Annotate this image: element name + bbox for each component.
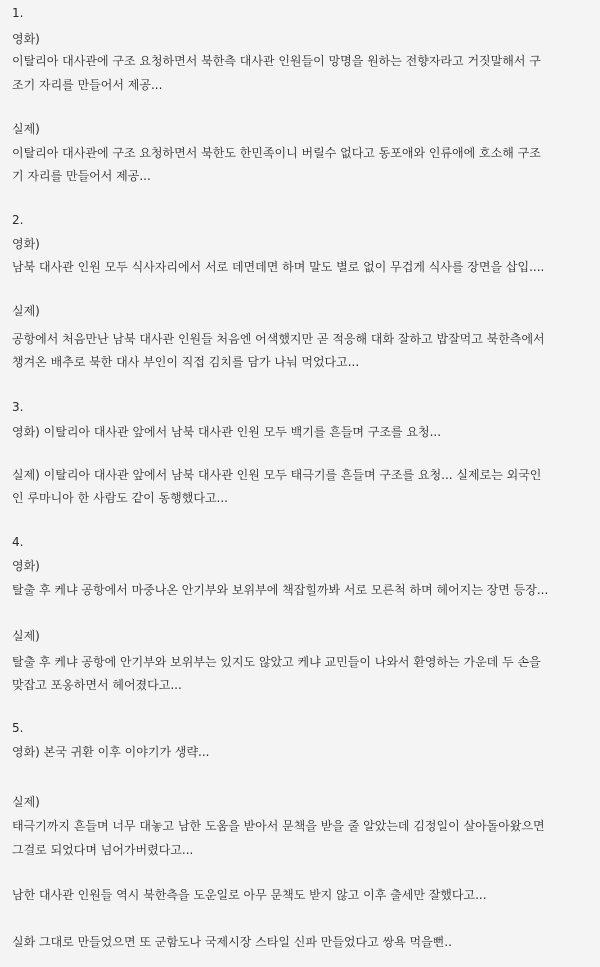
movie-text-1-line-1: 이탈리아 대사관에 구조 요청하면서 북한측 대사관 인원들이 망명을 원하는 전향자라고 거짓말해서 구 (12, 54, 541, 68)
real-label-2: 실제) (12, 304, 40, 318)
movie-label-1: 영화) (12, 32, 40, 46)
real-text-4-line-2: 맞잡고 포옹하면서 헤어졌다고... (12, 678, 182, 692)
section-number-3: 3. (12, 400, 24, 414)
section-number-1: 1. (12, 6, 24, 20)
real-label-1: 실제) (12, 122, 40, 136)
real-text-1-line-2: 기 자리를 만들어서 제공... (12, 169, 151, 183)
real-text-4-line-1: 탈출 후 케냐 공항에 안기부와 보위부는 있지도 않았고 케냐 교민들이 나와서 환영하는 가운데 두 손을 (12, 655, 541, 669)
real-text-5-line-1: 태극기까지 흔들며 너무 대놓고 남한 도움을 받아서 문책을 받을 줄 알았는데 김정일이 살아돌아왔으면 (12, 819, 545, 833)
movie-text-2: 남북 대사관 인원 모두 식사자리에서 서로 데면데면 하며 말도 별로 없이 무겁게 식사를 장면을 삽입.... (12, 260, 545, 274)
real-text-5-line-2: 그걸로 되었다며 넘어가버렸다고... (12, 843, 194, 857)
movie-label-2: 영화) (12, 237, 40, 251)
movie-text-5: 영화) 본국 귀환 이후 이야기가 생략... (12, 745, 210, 759)
section-number-2: 2. (12, 213, 24, 227)
closing-remark: 남한 대사관 인원들 역시 북한측을 도운일로 아무 문책도 받지 않고 이후 출세만 잘했다고... (12, 888, 487, 902)
real-text-2-line-1: 공항에서 처음만난 남북 대사관 인원들 처음엔 어색했지만 곧 적응해 대화 잘하고 밥잘먹고 북한측에서 (12, 332, 545, 346)
real-text-3-line-2: 인 루마니아 한 사람도 같이 동행했다고... (12, 491, 228, 505)
movie-text-1-line-2: 조기 자리를 만들어서 제공... (12, 78, 163, 92)
section-number-5: 5. (12, 721, 24, 735)
real-label-5: 실제) (12, 795, 40, 809)
section-number-4: 4. (12, 535, 24, 549)
movie-label-4: 영화) (12, 559, 40, 573)
movie-text-4: 탈출 후 케냐 공항에서 마중나온 안기부와 보위부에 책잡힐까봐 서로 모른척 하며 헤어지는 장면 등장... (12, 583, 549, 597)
movie-text-3: 영화) 이탈리아 대사관 앞에서 남북 대사관 인원 모두 백기를 흔들며 구조를 요청... (12, 425, 442, 439)
real-text-3-line-1: 실제) 이탈리아 대사관 앞에서 남북 대사관 인원 모두 태극기를 흔들며 구조를 요청... 실제로는 외국인 (12, 468, 542, 482)
closing-comment: 실화 그대로 만들었으면 또 군함도나 국제시장 스타일 신파 만들었다고 쌍욕 먹을뻔.. (12, 935, 452, 949)
real-text-1-line-1: 이탈리아 대사관에 구조 요청하면서 북한도 한민족이니 버릴수 없다고 동포애와 인류애에 호소해 구조 (12, 146, 541, 160)
real-label-4: 실제) (12, 629, 40, 643)
real-text-2-line-2: 챙겨온 배추로 북한 대사 부인이 직접 김치를 담가 나눠 먹었다고... (12, 355, 360, 369)
